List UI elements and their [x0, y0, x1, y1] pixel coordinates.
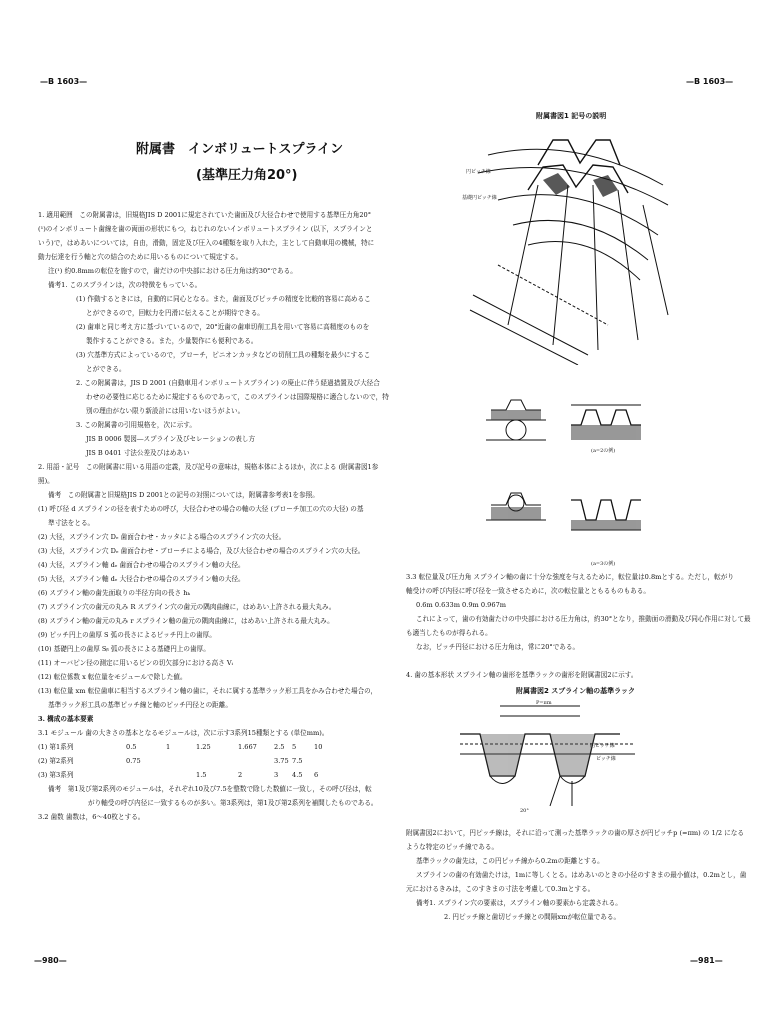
right-mid-block [406, 668, 736, 682]
module-value: 0.75 [126, 757, 141, 765]
figure-1-spline-diagram [468, 125, 678, 365]
text-line: JIS B 0401 寸法公差及びはめあい [86, 449, 190, 457]
right-column-bottom [406, 826, 747, 924]
left-text-block [38, 208, 389, 740]
text-line: (7) スプライン穴の歯元の丸み R スプライン穴の歯元の隅肉曲線に，はめあい上許される最大丸み。 [38, 603, 336, 611]
right-column-mid [406, 668, 736, 682]
left-notes-block [38, 782, 383, 824]
text-line: (5) 大径，スプライン軸 dₑ 大径合わせの場合のスプライン軸の大径。 [38, 575, 245, 583]
module-table-row [38, 754, 383, 768]
module-value: 7.5 [292, 757, 303, 765]
text-line: (8) スプライン軸の歯元の丸み r スプライン軸の歯元の隅肉曲線に，はめあい上許される最大丸み。 [38, 617, 334, 625]
text-line: とができる。 [86, 365, 126, 373]
rack-base-line-label: ピッチ線 [596, 756, 616, 762]
text-line: スプラインの歯の有効歯たけは，1mに等しくとる。はめあいのときの小径のすきまの最小値は，0.2mとし，歯 [416, 871, 747, 879]
page-footer-left: —980— [34, 956, 67, 965]
page-footer-right: —981— [690, 956, 723, 965]
text-line: JIS B 0006 製図―スプライン及びセレーションの表し方 [86, 435, 256, 443]
module-series-label: (3) 第3系列 [38, 771, 74, 779]
rack-angle-label: 20° [520, 808, 529, 814]
text-line: (3) 穴基準方式によっているので，ブローチ，ピニオンカッタなどの切削工具の種類を最少にするこ [76, 351, 371, 359]
text-line: (4) 大径，スプライン軸 dₑ 歯面合わせの場合のスプライン軸の大径。 [38, 561, 245, 569]
module-table-row [38, 768, 383, 782]
text-line: 別の理由がない限り新設計には用いないほうがよい。 [86, 407, 245, 415]
text-line: 3.3 転位量及び圧力角 スプライン軸の歯に十分な強度を与えるために，転位量は0.8mとする。ただし，転がり [406, 573, 734, 581]
text-line: 基準ラック形工具の基準ピッチ線と軸のピッチ円径との距離。 [48, 701, 232, 709]
text-line: 3. 構成の基本要素 [38, 715, 94, 723]
text-line: (1) 作動するときには，自動的に同心となる。また，歯面及びピッチの精度を比較的容易に高めるこ [76, 295, 371, 303]
text-line: 備考1. このスプラインは，次の特徴をもっている。 [48, 281, 202, 289]
text-line: (1) 呼び径 d スプラインの径を表すための呼び，大径合わせの場合の軸の大径 (ブローチ加工の穴の大径) の基 [38, 505, 364, 513]
figure-1-caption: 附属書図1 記号の説明 [536, 112, 607, 120]
text-line: 動力伝達を行う軸と穴の結合のために用いるものについて規定する。 [38, 253, 243, 261]
text-line: 附属書図2において，円ピッチ線は，それに沿って測った基準ラックの歯の厚さが円ピッチp (=πm) の 1/2 になる [406, 829, 744, 837]
module-table-row [38, 740, 383, 754]
example-a3-label: (a=3の例) [591, 561, 616, 567]
module-value: 2.5 [274, 743, 285, 751]
module-value: 10 [314, 743, 323, 751]
figure-2-caption: 附属書図2 スプライン軸の基準ラック [516, 687, 635, 695]
text-line: (11) オーバピン径の測定に用いるピンの切欠部分における高さ Vᵢ [38, 659, 233, 667]
text-line: (10) 基礎円上の歯厚 Sᵦ 弧の長さによる基礎円上の歯厚。 [38, 645, 210, 653]
text-line: 基準ラックの歯先は，この円ピッチ線から0.2mの距離とする。 [416, 857, 604, 865]
text-line: とができるので，回転力を円滑に伝えることが期待できる。 [86, 309, 264, 317]
module-value: 5 [292, 743, 297, 751]
text-line: いう)で，はめあいについては，自由，滑動，固定及び圧入の4種類を取り入れた，主として自動車用の機械，特に [38, 239, 375, 247]
base-circle-label: 基礎円ピッチ線 [462, 195, 497, 201]
text-line: がり軸受の呼び内径に一致するものが多い。第3系列は，第1及び第2系列を補間したものである。 [88, 799, 378, 807]
text-line: (6) スプライン軸の歯先面取りの半径方向の長さ hₖ [38, 589, 190, 597]
text-line: 4. 歯の基本形状 スプライン軸の歯形を基準ラックの歯形を附属書図2に示す。 [406, 671, 638, 679]
rack-pitch-label: P=πm [536, 700, 552, 706]
document-subtitle: (基準圧力角20°) [196, 168, 298, 183]
text-line: 製作することができる。また，少量製作にも便利である。 [86, 337, 258, 345]
text-line: (9) ピッチ円上の歯厚 S 弧の長さによるピッチ円上の歯厚。 [38, 631, 216, 639]
module-table [38, 740, 383, 782]
text-line: (2) 歯車と同じ考え方に基づいているので，20°近歯の歯車切削工具を用いて容易に高精度のものを [76, 323, 370, 331]
text-line: (2) 大径，スプライン穴 Dₑ 歯面合わせ・カッタによる場合のスプライン穴の大径。 [38, 533, 286, 541]
text-line: 3.1 モジュール 歯の大きさの基本となるモジュールは，次に示す3系列15種類とする (単位mm)。 [38, 729, 329, 737]
module-value: 6 [314, 771, 319, 779]
left-column [38, 208, 389, 824]
text-line: 備考 第1及び第2系列のモジュールは，それぞれ10及び7.5を整数で除した数値に一致し，その呼び径は，転 [48, 785, 372, 793]
document-title: 附属書 インボリュートスプライン [136, 142, 344, 157]
module-value: 0.5 [126, 743, 137, 751]
text-line: (13) 転位量 xm 転位歯車に相当するスプライン軸の歯に，それに属する基準ラック形工具をかみ合わせた場合の， [38, 687, 378, 695]
text-line: 軸受けの呼び内径に呼び径を一致させるために，次の転位量とともるものもある。 [406, 587, 650, 595]
text-line: も適当したものが得られる。 [406, 629, 492, 637]
right-text-block [406, 570, 751, 654]
pitch-circle-label: 円ピッチ線 [466, 169, 491, 175]
fit-detail-diagram-bottom [486, 485, 736, 545]
text-line: 2. 円ピッチ線と歯切ピッチ線との間隔xmが転位量である。 [444, 913, 621, 921]
text-line: 3. この附属書の引用規格を，次に示す。 [76, 421, 196, 429]
module-value: 2 [238, 771, 243, 779]
right-bottom-block [406, 826, 747, 924]
text-line: (¹)のインボリュート歯線を歯の両面の形状にもつ，ねじれのないインボリュートスプライン (以下，スプラインと [38, 225, 373, 233]
module-value: 3.75 [274, 757, 289, 765]
module-value: 4.5 [292, 771, 303, 779]
module-series-label: (1) 第1系列 [38, 743, 74, 751]
text-line: 準寸法をとる。 [48, 519, 95, 527]
text-line: 0.6m 0.633m 0.9m 0.967m [416, 601, 507, 609]
text-line: 1. 適用範囲 この附属書は，旧規格JIS D 2001に規定されていた歯面及び大径合わせで使用する基準圧力角20° [38, 211, 372, 219]
page-header-right: —B 1603— [686, 77, 734, 86]
text-line: ような特定のピッチ線である。 [406, 843, 499, 851]
text-line: 備考1. スプライン穴の要素は，スプライン軸の要素から定義される。 [416, 899, 622, 907]
text-line: 3.2 歯数 歯数は，6〜40枚とする。 [38, 813, 145, 821]
right-column-top [406, 570, 751, 654]
page-header-left: —B 1603— [40, 77, 88, 86]
text-line: 照)。 [38, 477, 54, 485]
text-line: 備考 この附属書と旧規格JIS D 2001との記号の対照については，附属書参考表1を参照。 [48, 491, 319, 499]
text-line: わせの必要性に応じるために規定するものであって，このスプラインは国際規格に適合しないので，特 [86, 393, 389, 401]
module-value: 1 [166, 743, 171, 751]
example-a2-label: (a=2の例) [591, 448, 616, 454]
module-series-label: (2) 第2系列 [38, 757, 74, 765]
module-value: 3 [274, 771, 279, 779]
text-line: 2. 用語・記号 この附属書に用いる用語の定義，及び記号の意味は，規格本体によるほか，次による (附属書図1参 [38, 463, 379, 471]
rack-pitch-line-label: 円ピッチ線 [590, 743, 615, 749]
text-line: これによって，歯の有効歯たけの中央部における圧力角は，約30°となり，推動面の滑動及び同心作用に対して最 [416, 615, 751, 623]
text-line: (3) 大径，スプライン穴 Dₑ 歯面合わせ・ブローチによる場合，及び大径合わせの場合のスプライン穴の大径。 [38, 547, 365, 555]
module-value: 1.25 [196, 743, 211, 751]
text-line: 2. この附属書は，JIS D 2001 (自動車用インボリュートスプライン) の廃止に伴う経過措置及び大径合 [76, 379, 380, 387]
fit-detail-diagram-top [486, 395, 736, 450]
text-line: 注(¹) 約0.8mmの転位を施すので，歯だけの中央部における圧力角は約30°である。 [48, 267, 297, 275]
module-value: 1.5 [196, 771, 207, 779]
figure-2-basic-rack [460, 696, 650, 816]
text-line: (12) 転位係数 x 転位量をモジュールで除した値。 [38, 673, 187, 681]
text-line: なお，ピッチ円径における圧力角は，常に20°である。 [416, 643, 580, 651]
text-line: 元におけるきみは，このすきまの寸法を考慮して0.3mとする。 [406, 885, 595, 893]
module-value: 1.667 [238, 743, 257, 751]
